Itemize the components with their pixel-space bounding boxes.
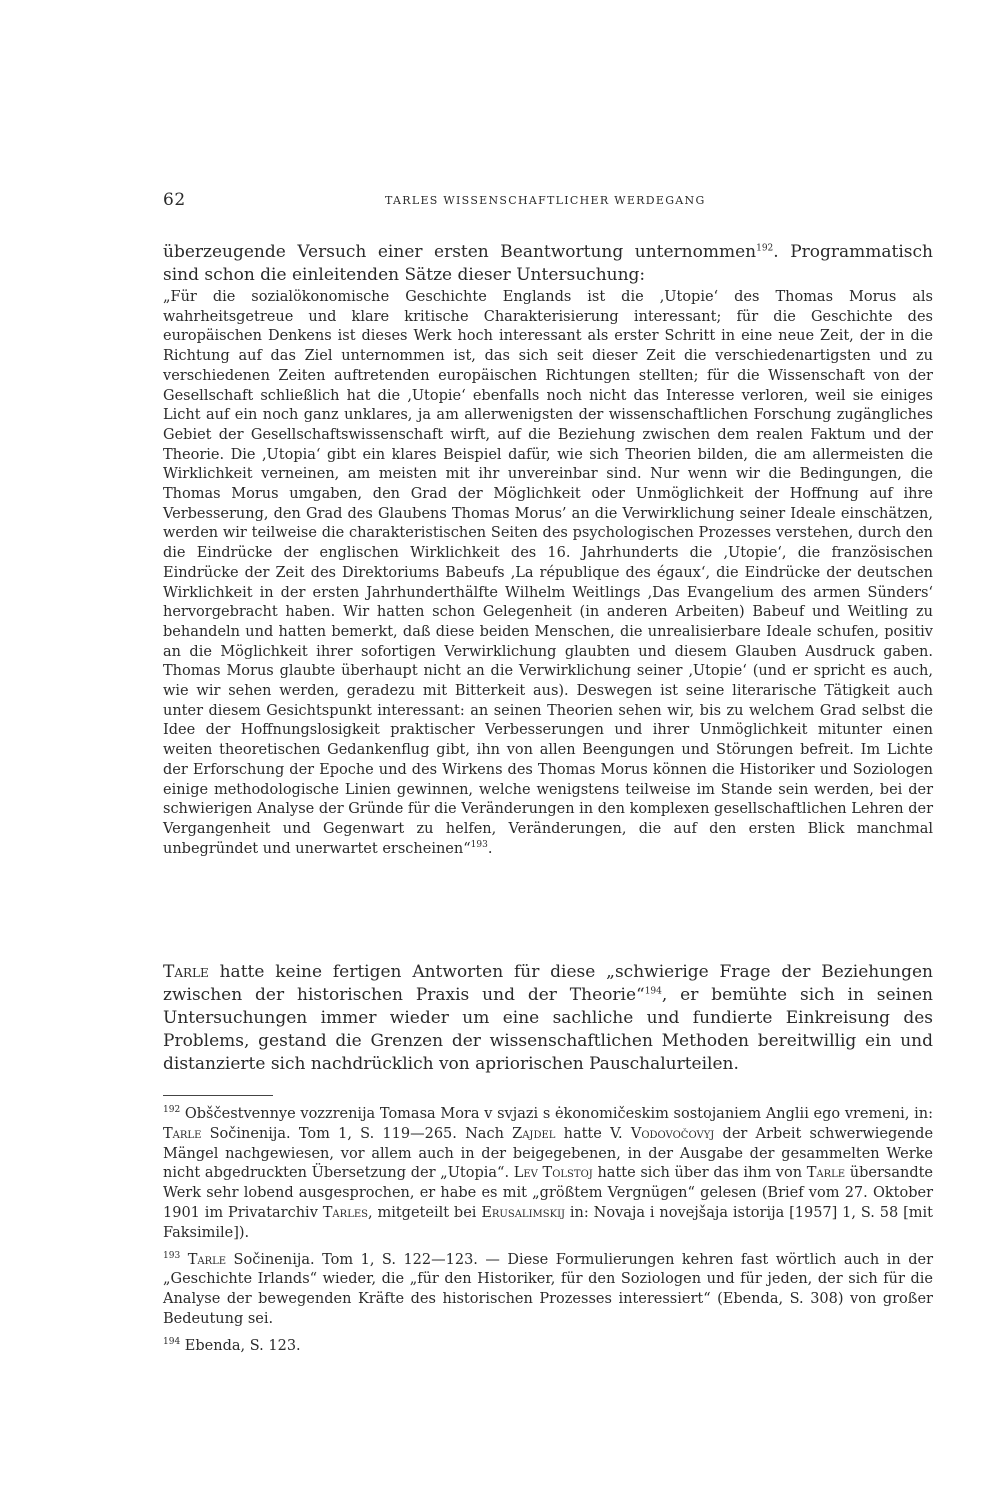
footnote-text: Sočinenija. Tom 1, S. 122—123. — Diese Formulierungen kehren fast wörtlich auch in der „Geschichte Irlands“ wieder, die „für den Historiker, für den Soziologen und für jeden, der sich für die Analyse der bewegenden Kräfte des historischen Prozesses interessiert“ (Ebenda, S. 308) von großer Bedeutung sei. bbox=[163, 1251, 934, 1327]
footnote-text: hatte V. bbox=[555, 1125, 631, 1142]
intro-text-continued: . Programmatisch sind schon die einleitenden Sätze dieser Untersuchung: bbox=[163, 242, 933, 285]
footnote-divider bbox=[163, 1095, 273, 1096]
author-name: Tarle bbox=[187, 1251, 227, 1268]
main-text: hatte keine fertigen Antworten für diese „schwierige Frage der Beziehungen zwischen der historischen Praxis und der Theorie“ bbox=[163, 962, 933, 1005]
footnote-number: 193 bbox=[163, 1250, 181, 1261]
intro-paragraph bbox=[163, 241, 933, 287]
footnotes bbox=[163, 1105, 933, 1364]
author-name: Lev Tolstoj bbox=[513, 1165, 593, 1182]
quote-end: . bbox=[487, 840, 493, 857]
footnote-text: Obščestvennye vozzrenija Tomasa Mora v svjazi s ėkonomičeskim sostojaniem Anglii ego vremeni, in: bbox=[180, 1106, 933, 1122]
block-quote bbox=[163, 288, 933, 859]
quote-text: „Für die sozialökonomische Geschichte Englands ist die ‚Utopie‘ des Thomas Morus als wahrheitsgetreue und klare kritische Charakterisierung interessant; für die Geschichte des europäischen Denkens ist dieses Werk hoch interessant als erster Schritt in eine neue Zeit, der in die Richtung auf das Ziel unternommen ist, das sich seit dieser Zeit die verschiedenartigsten und zu verschiedenen Zeiten auftretenden europäischen Richtungen stellten; für die Wissenschaft von der Gesellschaft schließlich hat die ‚Utopie‘ ebenfalls noch nicht das Interesse verloren, weil sie einiges Licht auf ein noch ganz unklares, ja am allerwenigsten der wissenschaftlichen Forschung zugängliches Gebiet der Gesellschaftswissenschaft wirft, auf die Beziehung zwischen dem realen Faktum und der Theorie. Die ‚Utopia‘ gibt ein klares Beispiel dafür, wie sich Theorien bilden, die am allermeisten die Wirklichkeit verneinen, am meisten mit ihr unvereinbar sind. Nur wenn wir die Bedingungen, die Thomas Morus umgaben, den Grad der Möglichkeit oder Unmöglichkeit der Hoffnung auf ihre Verbesserung, den Grad des Glaubens Thomas Morus’ an die Verwirklichung seiner Ideale einschätzen, werden wir teilweise die charakteristischen Seiten des psychologischen Prozesses verstehen, durch den die Eindrücke der englischen Wirklichkeit des 16. Jahrhunderts die ‚Utopie‘, die französischen Eindrücke der Zeit des Direktoriums Babeufs ‚La république des égaux‘, die Eindrücke der deutschen Wirklichkeit in der ersten Jahrhunderthälfte Wilhelm Weitlings ‚Das Evangelium des armen Sünders‘ hervorgebracht haben. Wir hatten schon Gelegenheit (in anderen Arbeiten) Babeuf und Weitling zu behandeln und hatten bemerkt, daß diese beiden Menschen, die unrealisierbare Ideale schufen, positiv an die Möglichkeit ihrer sofortigen Verwirklichung glaubten und diesem Glauben Ausdruck gaben. Thomas Morus glaubte überhaupt nicht an die Verwirklichung seiner ‚Utopie‘ (und er spricht es auch, wie wir sehen werden, geradezu mit Bitterkeit aus). Deswegen ist seine literarische Tätigkeit auch unter diesem Gesichtspunkt interessant: an seinen Theorien sehen wir, bis zu welchem Grad selbst die Idee der Hoffnungslosigkeit praktischer Verbesserungen und ihrer Unmöglichkeit mitunter einen weiten theoretischen Gedankenflug gibt, ihn von allen Beengungen und Störungen befreit. Im Lichte der Erforschung der Epoche und des Wirkens des Thomas Morus können die Historiker und Soziologen einige methodologische Linien gewinnen, welche wenigstens teilweise im Stande sein werden, bei der schwierigen Analyse der Gründe für die Veränderungen in den komplexen gesellschaftlichen Lehren der Vergangenheit und Gegenwart zu helfen, Veränderungen, die auf den ersten Blick manchmal unbegründet und unerwartet erscheinen“ bbox=[163, 289, 934, 857]
author-name: Erusalimskij bbox=[481, 1204, 566, 1221]
author-name: Tarle bbox=[806, 1165, 846, 1182]
author-name: Tarle bbox=[163, 962, 209, 982]
author-name: Tarles bbox=[322, 1204, 368, 1221]
footnote-ref-192[interactable]: 192 bbox=[756, 243, 774, 254]
footnote-192 bbox=[163, 1105, 933, 1244]
intro-text: überzeugende Versuch einer ersten Beantwortung unternommen bbox=[163, 242, 757, 262]
page-header bbox=[163, 190, 933, 220]
footnote-194 bbox=[163, 1337, 933, 1357]
author-name: Tarle bbox=[163, 1125, 202, 1142]
page-number: 62 bbox=[163, 190, 186, 210]
footnote-ref-193[interactable]: 193 bbox=[470, 839, 488, 850]
footnote-ref-194[interactable]: 194 bbox=[644, 986, 662, 997]
footnote-text: in: Novaja i novejšaja istorija [1957] 1, S. 58 [mit Faksimile]). bbox=[163, 1204, 933, 1241]
author-name: Vodovočovyj bbox=[630, 1125, 715, 1142]
footnote-number: 194 bbox=[163, 1336, 181, 1347]
footnote-193 bbox=[163, 1251, 933, 1330]
footnote-number: 192 bbox=[163, 1105, 181, 1116]
author-name: Zajdel bbox=[512, 1125, 556, 1142]
footnote-text: hatte sich über das ihm von bbox=[592, 1165, 807, 1182]
footnote-text: Ebenda, S. 123. bbox=[180, 1337, 301, 1354]
footnote-text: der Arbeit schwerwiegende Mängel nachgewiesen, vor allem auch in der beigegebenen, in der Ausgabe der gesammelten Werke nicht abgedruckten Übersetzung der „Utopia“. bbox=[163, 1125, 934, 1182]
footnote-text: , mitgeteilt bei bbox=[367, 1204, 482, 1221]
footnote-text: Sočinenija. Tom 1, S. 119—265. Nach bbox=[201, 1125, 513, 1142]
running-head: TARLES WISSENSCHAFTLICHER WERDEGANG bbox=[385, 194, 706, 207]
main-paragraph bbox=[163, 961, 933, 1076]
main-text-continued: , er bemühte sich in seinen Untersuchungen immer wieder um eine sachliche und fundierte Einkreisung des Problems, gestand die Grenzen der wissenschaftlichen Methoden bereitwillig ein und distanzierte sich nachdrücklich von apriorischen Pauschalurteilen. bbox=[163, 985, 933, 1074]
footnote-text: übersandte Werk sehr lobend ausgesprochen, er habe es mit „größtem Vergnügen“ gelesen (Brief vom 27. Oktober 1901 im Privatarchiv bbox=[163, 1165, 934, 1221]
